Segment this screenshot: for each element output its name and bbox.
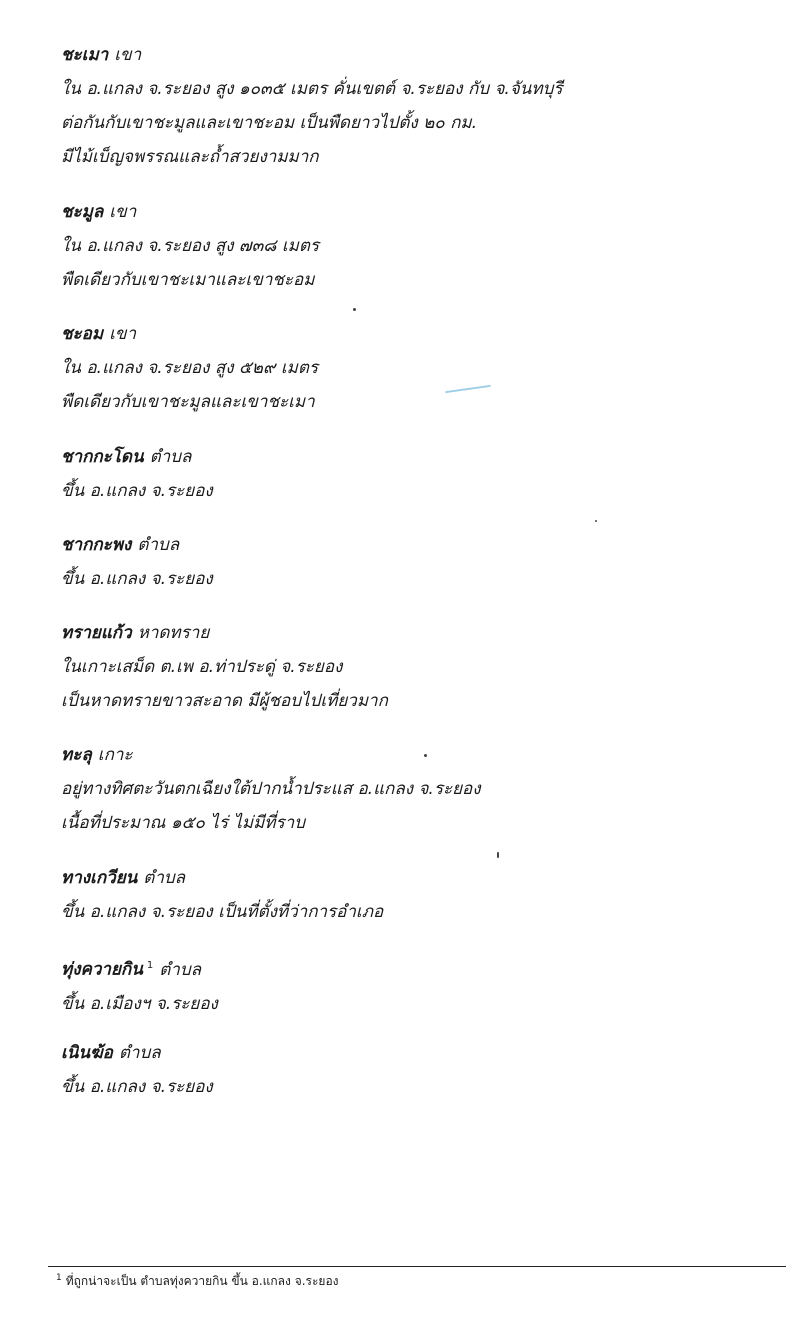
entry-term: ทุ่งควายกิน — [61, 959, 143, 980]
entry-line: เป็นหาดทรายขาวสะอาด มีผู้ชอบไปเที่ยวมาก — [61, 691, 388, 711]
footnote-reference[interactable]: 1 — [146, 960, 154, 971]
entry-category: เขา — [109, 324, 137, 344]
entry-category: ตำบล — [143, 868, 186, 888]
scan-speck — [353, 308, 356, 311]
entry-line: อยู่ทางทิศตะวันตกเฉียงใต้ปากน้ำประแส อ.แกลง จ.ระยอง — [61, 779, 481, 799]
entry-category: ตำบล — [137, 535, 180, 555]
scan-speck — [424, 754, 427, 757]
entry-line: ขึ้น อ.แกลง จ.ระยอง — [61, 481, 213, 501]
entry-heading — [61, 1042, 741, 1064]
entry-line: ขึ้น อ.แกลง จ.ระยอง เป็นที่ตั้งที่ว่าการอำเภอ — [61, 902, 384, 922]
entry-heading — [61, 622, 741, 644]
entry-term: ทะลุ — [61, 745, 92, 765]
entry-category: หาดทราย — [137, 623, 210, 643]
entry-heading — [61, 534, 741, 556]
entry-term: ชะมูล — [61, 202, 104, 222]
entry-heading — [61, 44, 741, 66]
entry-line: มีไม้เบ็ญจพรรณและถ้ำสวยงามมาก — [61, 147, 319, 167]
entry-heading — [61, 446, 741, 468]
entry-heading — [61, 955, 741, 981]
entry-line: ขึ้น อ.แกลง จ.ระยอง — [61, 569, 213, 589]
entry-chak-kadon — [61, 446, 741, 502]
entry-noen-kho — [61, 1042, 741, 1098]
footnote-divider — [48, 1266, 786, 1267]
entry-category: ตำบล — [159, 959, 202, 980]
entry-category: ตำบล — [149, 447, 192, 467]
entry-heading — [61, 201, 741, 223]
entry-cha-om — [61, 323, 741, 413]
footnote — [56, 1270, 339, 1289]
entry-chamao — [61, 44, 741, 168]
entry-term: ชากกะพง — [61, 535, 132, 555]
entry-line: ใน อ.แกลง จ.ระยอง สูง ๗๓๘ เมตร — [61, 236, 320, 256]
entry-term: ชะอม — [61, 324, 104, 344]
entry-category: เขา — [109, 202, 137, 222]
entry-chamun — [61, 201, 741, 291]
entry-term: ทรายแก้ว — [61, 623, 132, 643]
scan-speck — [497, 852, 499, 858]
entry-sai-kaeo — [61, 622, 741, 712]
entry-line: ต่อกันกับเขาชะมูลและเขาชะอม เป็นพืดยาวไปตั้ง ๒๐ กม. — [61, 113, 477, 133]
entry-thalu — [61, 744, 741, 834]
entry-heading — [61, 744, 741, 766]
entry-term: เนินฆ้อ — [61, 1043, 113, 1063]
entry-line: เนื้อที่ประมาณ ๑๕๐ ไร่ ไม่มีที่ราบ — [61, 813, 305, 833]
entry-category: เขา — [114, 45, 142, 65]
entry-line: ใน อ.แกลง จ.ระยอง สูง ๕๒๙ เมตร — [61, 358, 319, 378]
entry-thang-kwian — [61, 867, 741, 923]
entry-term: ทางเกวียน — [61, 868, 138, 888]
entry-line: ขึ้น อ.แกลง จ.ระยอง — [61, 1077, 213, 1097]
entry-line: ใน อ.แกลง จ.ระยอง สูง ๑๐๓๕ เมตร คั่นเขตต์ จ.ระยอง กับ จ.จันทบุรี — [61, 79, 563, 99]
entry-thung-khwai-kin — [61, 955, 741, 1015]
entry-category: ตำบล — [118, 1043, 161, 1063]
entry-term: ชากกะโดน — [61, 447, 144, 467]
footnote-number: 1 — [56, 1273, 62, 1283]
entry-line: พืดเดียวกับเขาชะเมาและเขาชะอม — [61, 270, 315, 290]
entry-term: ชะเมา — [61, 45, 109, 65]
entry-heading — [61, 867, 741, 889]
entry-category: เกาะ — [97, 745, 133, 765]
entry-line: พืดเดียวกับเขาชะมูลและเขาชะเมา — [61, 392, 315, 412]
entry-line: ในเกาะเสม็ด ต.เพ อ.ท่าประดู่ จ.ระยอง — [61, 657, 343, 677]
scan-speck — [595, 520, 597, 522]
entry-chak-kaphong — [61, 534, 741, 590]
entry-heading — [61, 323, 741, 345]
footnote-text: ที่ถูกน่าจะเป็น ตำบลทุ่งควายกิน ขึ้น อ.แกลง จ.ระยอง — [65, 1274, 339, 1288]
entry-line: ขึ้น อ.เมืองฯ จ.ระยอง — [61, 993, 218, 1014]
